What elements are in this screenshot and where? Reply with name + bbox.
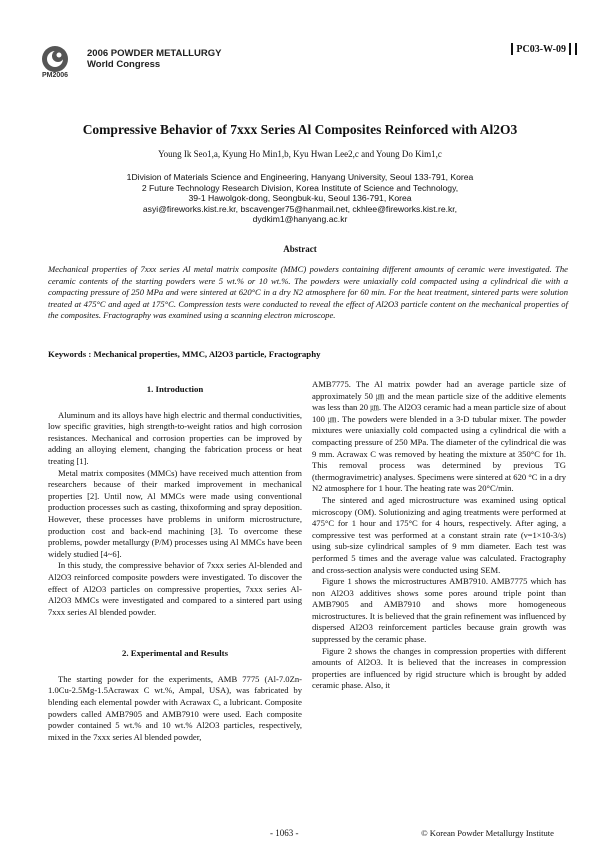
bar-icon [511, 43, 513, 55]
affiliation-line: 39-1 Hawolgok-dong, Seongbuk-ku, Seoul 136-791, Korea [188, 193, 412, 203]
right-column [312, 379, 566, 692]
paper-id-badge [510, 43, 578, 55]
abstract-heading: Abstract [283, 244, 317, 254]
abstract-body: Mechanical properties of 7xxx series Al metal matrix composite (MMC) powders containing different amounts of ceramic were investigated. The ceramic contents of the starting powders were 5 wt.% or 10 wt.%. The powders were uniaxially cold compacted using a cylindrical die with a compacting pressure of 250 MPa and were sintered at 620°C in a dry N2 atmosphere for 60 min. For the heat treatment, sintered parts were solution treated at 475°C and aged at 175°C. Compression tests were conducted to reveal the effect of Al2O3 particle content on the mechanical properties of the composites. Fractography was examined using a scanning electron microscope. [48, 264, 568, 321]
page-number: - 1063 - [270, 828, 299, 838]
affiliations [40, 172, 560, 225]
paragraph: Metal matrix composites (MMCs) have received much attention from researchers because of their marked improvement in mechanical properties [2]. Until now, Al MMCs were made using conventional production processes such as casting, thixoforming and spray deposition. However, these processes have problems in uniform microstructure, production cost and back-end machining [3]. To overcome these problems, powder metallurgy (P/M) processes using Al MMCs have been widely studied [4~6]. [48, 467, 302, 559]
copyright-notice: © Korean Powder Metallurgy Institute [421, 828, 554, 838]
conference-line-1: 2006 POWDER METALLURGY [87, 48, 222, 59]
paragraph: Aluminum and its alloys have high electric and thermal conductivities, low specific gravities, high strength-to-weight ratios and high corrosion resistances. Mechanical and corrosion properties can be improved by adding an alloying element, changing the fabrication process or heat treating [1]. [48, 409, 302, 466]
affiliation-line: 2 Future Technology Research Division, Korea Institute of Science and Technology, [141, 182, 459, 193]
conference-line-2: World Congress [87, 59, 161, 70]
paragraph: The sintered and aged microstructure was examined using optical microscopy (OM). Solutionizing and aging treatments were performed at 475°C for 1 hour and 175°C for 4 hours, respectively. After aging, a compressive test was performed at a constant strain rate (ν=1×10-3/s) using sub-size cylindrical samples of 9 mm diameter. Each test was performed 5 times and the average value was calculated. Fractography and cross-section analysis were conducted using SEM. [312, 494, 566, 575]
left-column [48, 384, 302, 743]
section-heading-introduction: 1. Introduction [146, 384, 204, 394]
paragraph: The starting powder for the experiments, AMB 7775 (Al-7.0Zn-1.0Cu-2.5Mg-1.5Acrawax C wt.%, Ampal, USA), was fabricated by blending each elemental powder with Acrawax C, a lubricant. Composite powders called AMB7905 and AMB7910 were used. Each composite powder contained 5 wt.% and 10 wt.% Al2O3 particles, respectively, mixed in the 7xxx series Al blended powder, [48, 673, 302, 742]
section-heading-experimental: 2. Experimental and Results [121, 648, 229, 659]
paper-id: PC03-W-09 [516, 43, 566, 55]
bar-icon [575, 43, 577, 55]
affiliation-line: 1Division of Materials Science and Engineering, Hanyang University, Seoul 133-791, Korea [126, 172, 474, 182]
paper-title: Compressive Behavior of 7xxx Series Al Composites Reinforced with Al2O3 [82, 122, 518, 137]
bar-icon [569, 43, 571, 55]
paragraph: Figure 1 shows the microstructures AMB7910. AMB7775 which has non Al2O3 additives shows some pores around triple point than AMB7905 and AMB7910 and shows more homogeneous microstructures. It is believed that the grain refinement was influenced by dispersed Al2O3 reinforcement particles because grain growth was suppressed by the ceramic phase. [312, 576, 566, 645]
paragraph: In this study, the compressive behavior of 7xxx series Al-blended and Al2O3 reinforced composite powders were investigated. To discover the effect of Al2O3 particles on compressive properties, 7xxx series Al-Al2O3 MMCs were investigated and compared to a sintered part using 7xxx series Al blended powder. [48, 560, 302, 617]
conference-name [87, 48, 221, 70]
logo-text: PM2006 [42, 72, 69, 79]
author-list: Young Ik Seo1,a, Kyung Ho Min1,b, Kyu Hwan Lee2,c and Young Do Kim1,c [158, 149, 442, 159]
affiliation-email-line: asyi@fireworks.kist.re.kr, bscavenger75@hanmail.net, ckhlee@fireworks.kist.re.kr, [142, 203, 458, 214]
affiliation-email-line: dydkim1@hanyang.ac.kr [252, 214, 348, 224]
paragraph: Figure 2 shows the changes in compression properties with different amounts of Al2O3. It is believed that the increases in compression properties are influenced by rigid structure which is brought by added ceramic phase. Also, it [312, 645, 566, 691]
congress-logo-icon [40, 44, 70, 74]
keywords: Keywords : Mechanical properties, MMC, Al2O3 particle, Fractography [48, 349, 321, 359]
paragraph: AMB7775. The Al matrix powder had an average particle size of approximately 50 ㎛ and the mean particle size of the additive elements was less than 20 ㎛. The Al2O3 ceramic had a mean particle size of about 100 ㎛. The powders were blended in a 3-D tubular mixer. The powder mixtures were uniaxially cold compacted using a cylindrical die with a compacting pressure of 250 MPa. The diameter of the cylindrical die was 9 mm. Acrawax C was removed by heating the mixture at 350°C for 1h. This removal process was determined by previous TG (thermogravimetric) analyses. Specimens were sintered at 620 °C in a dry N2 atmosphere for 1 hour. The heating rate was 20°C/min. [312, 379, 566, 494]
